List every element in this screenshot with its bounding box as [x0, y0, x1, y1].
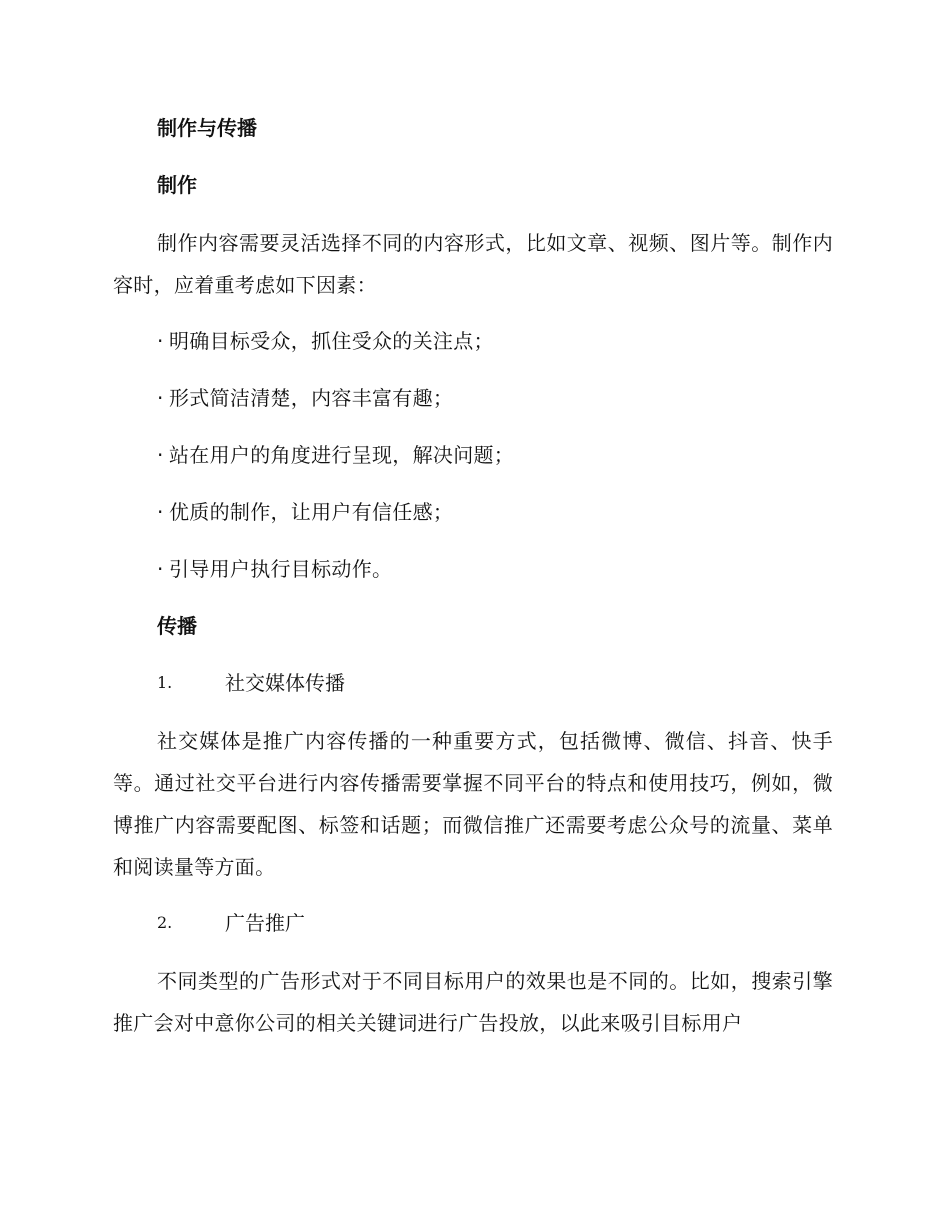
bullet-dot: · — [157, 443, 164, 467]
subheading-number: 1. — [157, 673, 173, 692]
bullet-item — [157, 549, 833, 589]
bullet-text: 引导用户执行目标动作。 — [169, 557, 393, 581]
document-title: 制作与传播 — [157, 116, 257, 140]
document-content — [113, 108, 833, 1059]
bullet-dot: · — [157, 329, 164, 353]
paragraph-social-media: 社交媒体是推广内容传播的一种重要方式，包括微博、微信、抖音、快手等。通过社交平台进行内容传播需要掌握不同平台的特点和使用技巧，例如，微博推广内容需要配图、标签和话题；而微信推广还需要考虑公众号的流量、菜单和阅读量等方面。 — [113, 729, 833, 879]
bullet-text: 站在用户的角度进行呈现，解决问题； — [169, 443, 515, 467]
bullet-item — [157, 492, 833, 532]
section-heading-make: 制作 — [157, 173, 197, 197]
paragraph-advertising: 不同类型的广告形式对于不同目标用户的效果也是不同的。比如，搜索引擎推广会对中意你公司的相关关键词进行广告投放，以此来吸引目标用户 — [113, 969, 833, 1035]
bullet-dot: · — [157, 386, 164, 410]
numbered-subheading — [157, 663, 833, 703]
bullet-item — [157, 321, 833, 361]
bullet-text: 优质的制作，让用户有信任感； — [169, 500, 454, 524]
subheading-number: 2. — [157, 913, 173, 932]
subheading-title: 广告推广 — [225, 911, 305, 935]
section-heading-spread: 传播 — [157, 614, 197, 638]
bullet-item — [157, 378, 833, 418]
bullet-text: 明确目标受众，抓住受众的关注点； — [169, 329, 494, 353]
bullet-item — [157, 435, 833, 475]
bullet-dot: · — [157, 500, 164, 524]
paragraph-make-intro: 制作内容需要灵活选择不同的内容形式，比如文章、视频、图片等。制作内容时，应着重考虑如下因素： — [113, 231, 833, 297]
numbered-subheading — [157, 903, 833, 943]
bullet-text: 形式简洁清楚，内容丰富有趣； — [169, 386, 454, 410]
bullet-dot: · — [157, 557, 164, 581]
subheading-title: 社交媒体传播 — [225, 671, 345, 695]
